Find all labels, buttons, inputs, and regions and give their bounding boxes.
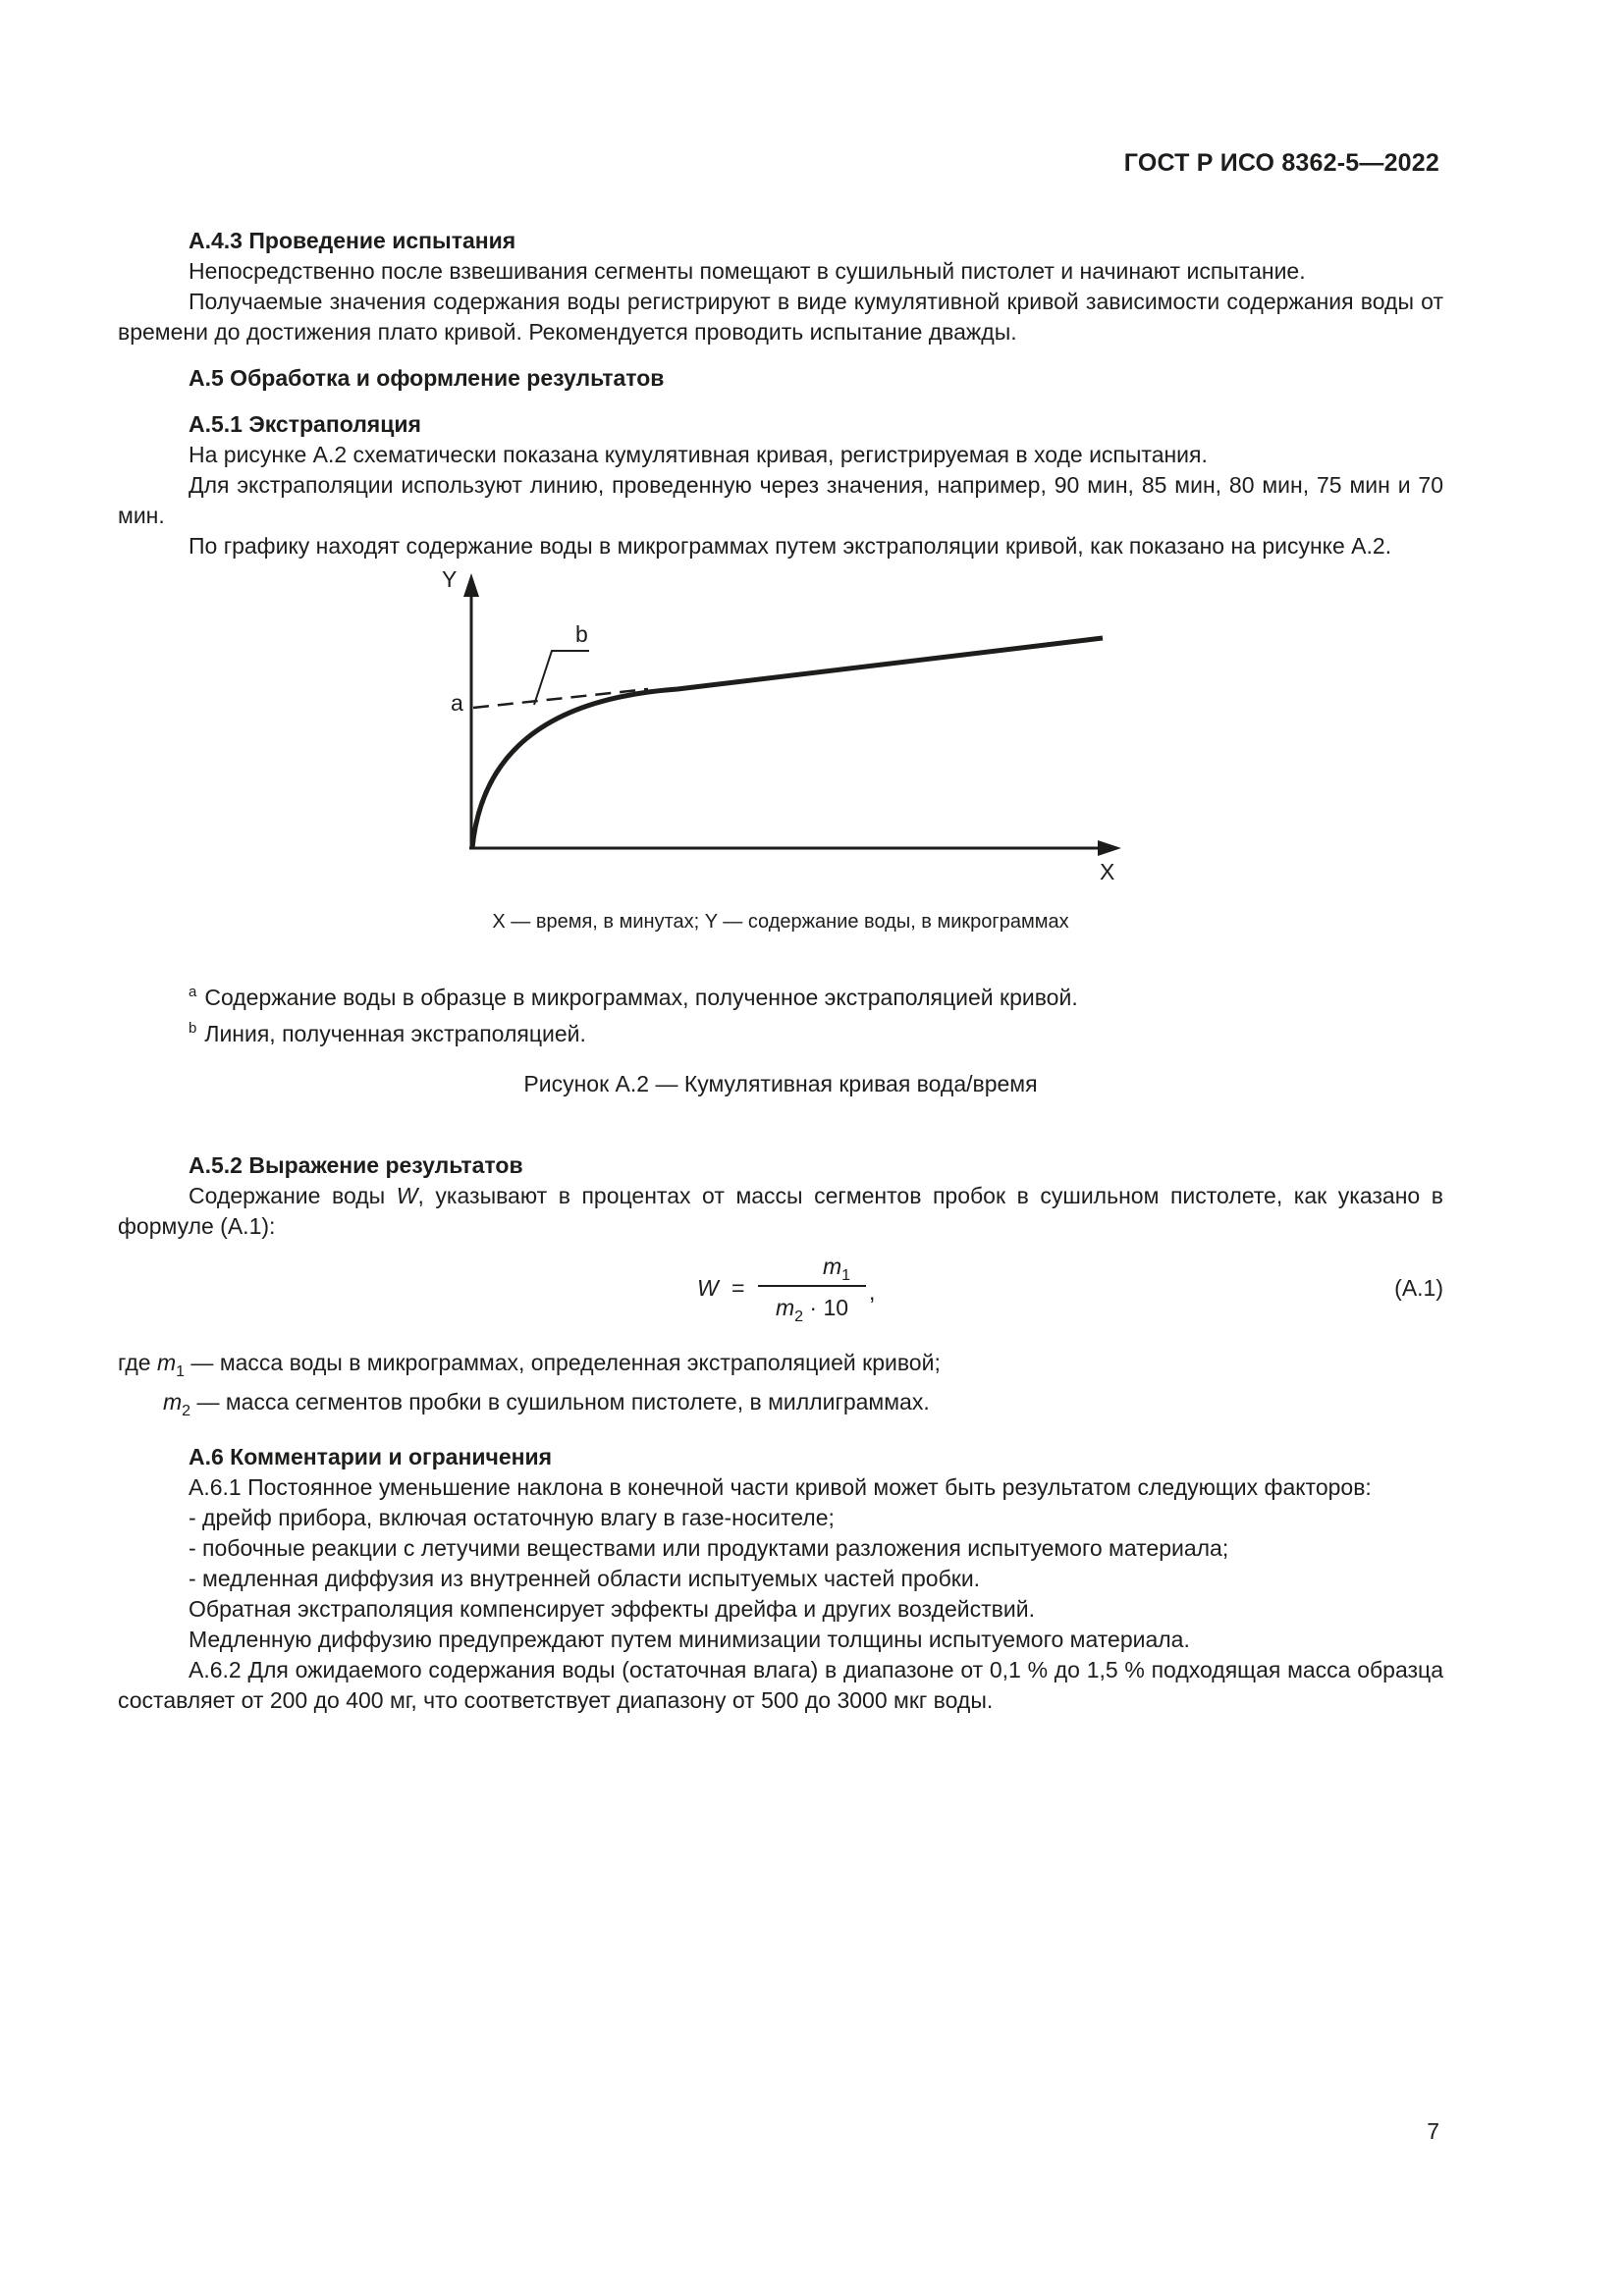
x-axis-arrow — [1098, 840, 1121, 856]
formula-number: (А.1) — [1394, 1275, 1443, 1301]
formula-numerator-var: m — [822, 1254, 842, 1279]
section-a6-title: А.6 Комментарии и ограничения — [189, 1444, 553, 1469]
section-a52-title: А.5.2 Выражение результатов — [189, 1152, 523, 1178]
figure-legend: X — время, в минутах; Y — содержание воды, в микрограммах — [492, 911, 1069, 933]
label-b: b — [575, 621, 588, 647]
where-m2-sub: 2 — [182, 1403, 191, 1419]
figure-note-b-text: Линия, полученная экстраполяцией. — [204, 1021, 586, 1046]
y-axis-arrow — [463, 573, 479, 597]
label-a: a — [451, 690, 463, 716]
formula-where-block — [118, 1348, 1443, 1426]
formula-denominator — [758, 1293, 866, 1332]
section-a43-paragraph-1: Непосредственно после взвешивания сегменты помещают в сушильный пистолет и начинают испытание. — [189, 258, 1306, 284]
section-a51-paragraph-3: По графику находят содержание воды в микрограммах путем экстраполяции кривой, как показано на рисунке А.2. — [189, 533, 1392, 559]
section-a51-paragraph-2: Для экстраполяции используют линию, проведенную через значения, например, 90 мин, 85 мин, 80 мин, 75 мин и 70 мин. — [118, 472, 1443, 528]
section-a6-paragraph-4: А.6.2 Для ожидаемого содержания воды (остаточная влага) в диапазоне от 0,1 % до 1,5 % подходящая масса образца составляет от 200 до 400 мг, что соответствует диапазону от 500 до 3000 мкг воды. — [118, 1657, 1443, 1713]
where-m1-var: m — [156, 1350, 177, 1375]
formula-numerator-sub: 1 — [841, 1267, 851, 1284]
figure-note-b — [118, 1013, 1443, 1049]
where-m2-var: m — [163, 1389, 183, 1415]
section-a52-variable-w: W — [396, 1183, 418, 1208]
section-a52-text-b: , указывают в процентах от массы сегментов пробок в сушильном пистолете, как указано в формуле (А.1): — [118, 1183, 1443, 1239]
section-a52-paragraph-1 — [118, 1181, 1443, 1242]
section-a43-paragraph-2: Получаемые значения содержания воды регистрируют в виде кумулятивной кривой зависимости содержания воды от времени до достижения плато кривой. Рекомендуется проводить испытание дважды. — [118, 289, 1443, 345]
section-a6-list-item-3: - медленная диффузия из внутренней области испытуемых частей пробки. — [189, 1566, 981, 1591]
formula-fraction-bar — [758, 1285, 866, 1287]
figure-note-a — [118, 977, 1443, 1013]
figure-caption: Рисунок А.2 — Кумулятивная кривая вода/время — [523, 1071, 1038, 1096]
y-axis-label: Y — [442, 566, 458, 592]
section-a6-paragraph-3: Медленную диффузию предупреждают путем минимизации толщины испытуемого материала. — [189, 1627, 1190, 1652]
where-row-m1 — [118, 1348, 1443, 1387]
formula-a1 — [118, 1244, 1443, 1334]
where-row-m2 — [118, 1387, 1443, 1426]
where-prefix: где — [118, 1350, 157, 1375]
figure-notes — [118, 977, 1443, 1049]
page-content — [118, 226, 1443, 1716]
formula-denominator-sub: 2 — [794, 1308, 804, 1325]
formula-equals: = — [731, 1275, 745, 1301]
x-axis-label: X — [1100, 859, 1115, 884]
section-a43-title: А.4.3 Проведение испытания — [189, 228, 516, 253]
section-a6-paragraph-1: А.6.1 Постоянное уменьшение наклона в конечной части кривой может быть результатом следующих факторов: — [189, 1474, 1372, 1500]
formula-comma: , — [869, 1279, 876, 1305]
formula-denominator-rest: · 10 — [803, 1295, 849, 1320]
page-number: 7 — [1427, 2118, 1439, 2144]
section-a52-text-a: Содержание воды — [189, 1183, 397, 1208]
figure-note-a-text: Содержание воды в образце в микрограммах, полученное экстраполяцией кривой. — [204, 985, 1078, 1010]
figure-a2-graphic — [118, 561, 1443, 885]
figure-note-b-mark: b — [189, 1020, 197, 1037]
formula-denominator-var: m — [775, 1295, 795, 1320]
section-a51-paragraph-1: На рисунке А.2 схематически показана кумулятивная кривая, регистрируемая в ходе испытания. — [189, 442, 1208, 467]
figure-note-a-mark: a — [189, 984, 197, 1000]
section-a6-list-item-2: - побочные реакции с летучими веществами или продуктами разложения испытуемого материала; — [189, 1535, 1229, 1561]
section-a51-title: А.5.1 Экстраполяция — [189, 411, 421, 437]
figure-a2 — [118, 561, 1443, 949]
formula-lhs: W — [697, 1275, 719, 1301]
document-id-header: ГОСТ Р ИСО 8362-5—2022 — [1123, 149, 1439, 177]
cumulative-curve — [472, 638, 1103, 848]
where-m1-sub: 1 — [176, 1363, 186, 1380]
where-m1-text: — масса воды в микрограммах, определенная экстраполяцией кривой; — [185, 1350, 941, 1375]
section-a6-paragraph-2: Обратная экстраполяция компенсирует эффекты дрейфа и других воздействий. — [189, 1596, 1035, 1622]
section-a6-list-item-1: - дрейф прибора, включая остаточную влагу в газе-носителе; — [189, 1505, 835, 1530]
section-a5-title: А.5 Обработка и оформление результатов — [189, 365, 665, 391]
where-m2-text: — масса сегментов пробки в сушильном пистолете, в миллиграммах. — [190, 1389, 930, 1415]
